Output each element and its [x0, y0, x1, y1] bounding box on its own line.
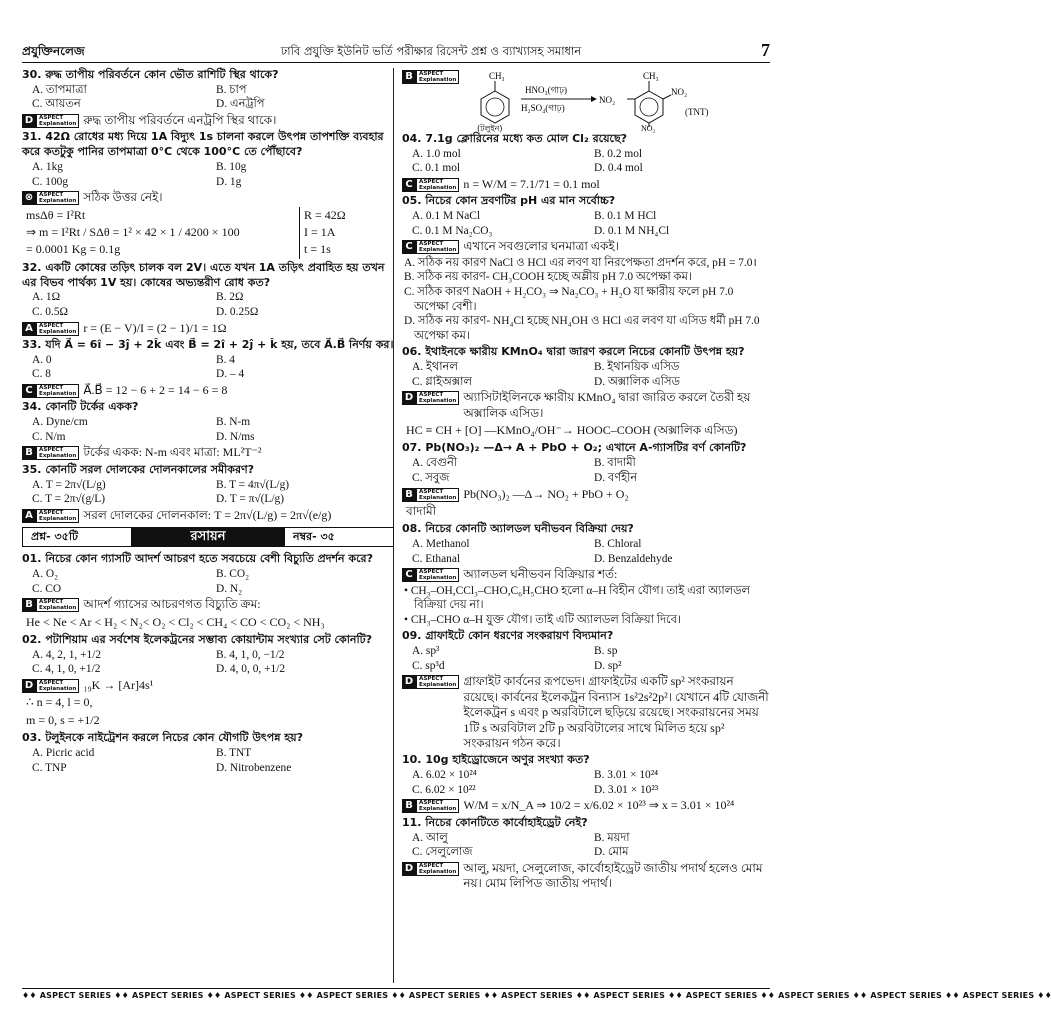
aspect-label-top: ASPECT: [39, 599, 64, 606]
question-block: [22, 552, 394, 631]
right-column: [402, 68, 770, 983]
aspect-label-bottom: Explanation: [39, 121, 77, 128]
question-block: [402, 441, 770, 520]
option: A. T = 2π√(L/g): [32, 478, 106, 491]
explanation-row: [22, 508, 394, 523]
question-block: [22, 130, 394, 258]
answer-letter: D: [402, 391, 416, 405]
aspect-label-top: ASPECT: [39, 192, 64, 199]
aspect-label: [36, 384, 79, 398]
given-line: I = 1A: [304, 225, 336, 240]
option: A. Dyne/cm: [32, 416, 88, 429]
option: A. 0.1 M NaCl: [412, 210, 481, 223]
options-grid: [402, 360, 770, 389]
question-text: 30. রুদ্ধ তাপীয় পরিবর্তনে কোন ভৌত রাশিটি স্থির থাকে?: [22, 68, 279, 81]
toluene-label: (টলুইন): [477, 124, 503, 133]
question-block: [402, 345, 770, 439]
option: D. 1g: [216, 175, 242, 188]
aspect-label: [416, 799, 459, 813]
option: D. মোম: [594, 846, 629, 859]
explanation-tag: [22, 598, 79, 612]
options-grid: [22, 415, 394, 444]
option: B. চাপ: [216, 83, 247, 96]
explanation-text: n = W/M = 7.1/71 = 0.1 mol: [463, 177, 600, 192]
explanation-text: অ্যাসিটাইলিনকে ক্ষারীয় KMnO₄ দ্বারা জারিত করলে তৈরী হয় অক্সালিক এসিড।: [463, 390, 751, 420]
question-block: [402, 753, 770, 813]
explanation-text: অ্যালডল ঘনীভবন বিক্রিয়ার শর্ত:: [463, 567, 618, 582]
options-grid: [402, 147, 770, 176]
aspect-label: [416, 488, 459, 502]
answer-letter: C: [402, 568, 416, 582]
option: C. 0.1 mol: [412, 162, 461, 175]
option: B. 4, 1, 0, −1/2: [216, 648, 285, 661]
option: C. গ্লাইঅক্সাল: [412, 375, 472, 388]
options-grid: [402, 209, 770, 238]
option: B. 4: [216, 353, 235, 366]
option: A. 4, 2, 1, +1/2: [32, 648, 102, 661]
toluene-ring: [481, 91, 509, 123]
aspect-label: [36, 446, 79, 460]
calculation-steps: [402, 422, 770, 439]
question-block: [22, 633, 394, 729]
calculation-steps: [22, 207, 300, 259]
option: D. এনট্রপি: [216, 98, 265, 111]
option: B. বাদামী: [594, 457, 636, 470]
calc-line: = 0.0001 Kg = 0.1g: [26, 242, 121, 257]
option: D. 0.25Ω: [216, 306, 259, 319]
options-grid: [22, 290, 394, 319]
question-text: 32. একটি কোষের তড়িৎ চালক বল 2V। এতে যখন 1A তড়িৎ প্রবাহিত হয় তখন এর বিভব পার্থক্য 1V হয়। কোষের অভ্যন্তরীণ রোধ কত?: [22, 260, 385, 289]
aspect-label-bottom: Explanation: [419, 77, 457, 83]
option: B. 0.1 M HCl: [594, 210, 657, 223]
brand-name: প্রযুক্তিনলেজ: [22, 43, 85, 58]
explanation-tag: [402, 675, 459, 689]
explanation-tag: [402, 70, 459, 84]
calc-line: He < Ne < Ar < H₂ < N₂< O₂ < Cl₂ < CH₄ < CO < CO₂ < NH₃: [26, 614, 325, 629]
option: C. সবুজ: [412, 471, 450, 484]
explanation-text: Pb(NO₃)₂ —Δ→ NO₂ + PbO + O₂: [463, 486, 629, 501]
question-text: 02. পটাশিয়াম এর সর্বশেষ ইলেকট্রনের সম্ভাব্য কোয়ান্টাম সংখ্যার সেট কোনটি?: [22, 632, 372, 646]
page-header: [22, 40, 770, 63]
aspect-label-top: ASPECT: [39, 509, 64, 516]
explanation-text: আলু, ময়দা, সেলুলোজ, কার্বোহাইড্রেট জাতীয় পদার্থ হলেও মোম নয়। মোম লিপিড জাতীয় পদার্থ।: [463, 860, 763, 891]
options-grid: [22, 648, 394, 677]
explanation-tag: [22, 322, 79, 336]
answer-letter: B: [402, 488, 416, 502]
aspect-label: [36, 322, 79, 336]
options-grid: [22, 83, 394, 112]
aspect-label-bottom: Explanation: [419, 575, 457, 582]
option: C. 0.1 M Na₂CO₃: [412, 224, 493, 237]
aspect-label-top: ASPECT: [419, 676, 444, 683]
explanation-tag: [22, 446, 79, 460]
aspect-label-bottom: Explanation: [39, 453, 77, 460]
answer-letter: B: [402, 799, 416, 813]
aspect-label: [416, 391, 459, 405]
aspect-label-top: ASPECT: [419, 392, 444, 399]
explanation-row: [402, 239, 770, 254]
options-grid: [22, 478, 394, 507]
explanation-bullet: • CH₃–OH,CCl₃–CHO,C₆H₅CHO হলো α–H বিহীন যৌগ। তাই এরা অ্যালডল বিক্রিয়া দেয় না।: [404, 584, 750, 612]
explanation-row: [402, 798, 770, 813]
aspect-label-top: ASPECT: [39, 447, 64, 454]
explanation-tag: [402, 240, 459, 254]
tnt-no2-right: NO₂: [671, 87, 688, 97]
question-text: 31. 42Ω রোধের মধ্য দিয়ে 1A বিদ্যুৎ 1s চালনা করলে উৎপন্ন তাপশক্তি ব্যবহার করে কতটুকু পানির তাপমাত্রা 0°C থেকে 100°C তে পৌঁছাবে?: [22, 130, 384, 159]
aspect-label-bottom: Explanation: [39, 515, 77, 522]
option: B. 10g: [216, 161, 247, 174]
question-block: [22, 338, 394, 398]
explanation-text: এখানে সবগুলোর ঘনমাত্রা একই।: [463, 239, 619, 254]
answer-letter: D: [402, 862, 416, 876]
calculation-steps: [402, 503, 770, 520]
aspect-label-top: ASPECT: [419, 71, 444, 77]
explanation-row: [22, 190, 394, 205]
explanation-bullet: D. সঠিক নয় কারণ- NH₄Cl হচ্ছে NH₄OH ও HCl এর লবণ যা এসিড ধর্মী pH 7.0 অপেক্ষা কম।: [404, 315, 760, 342]
explanation-text: সঠিক উত্তর নেই।: [83, 190, 163, 205]
aspect-label: [416, 862, 459, 876]
aspect-label-top: ASPECT: [39, 322, 64, 329]
question-text: 08. নিচের কোনটি অ্যালডল ঘনীভবন বিক্রিয়া দেয়?: [402, 522, 634, 536]
options-grid: [22, 160, 394, 189]
aspect-label: [36, 509, 79, 523]
option: A. 1Ω: [32, 291, 61, 304]
aspect-label: [416, 568, 459, 582]
aspect-label-bottom: Explanation: [419, 868, 457, 875]
option: C. 8: [32, 368, 51, 381]
question-block: [402, 629, 770, 751]
options-grid: [402, 768, 770, 797]
explanation-tag: [22, 191, 79, 205]
explanation-row: [22, 445, 394, 460]
calc-line: ∴ n = 4, l = 0,: [26, 695, 93, 710]
explanation-row: [22, 383, 394, 398]
question-text: 11. নিচের কোনটিতে কার্বোহাইড্রেট নেই?: [402, 815, 588, 829]
explanation-row: [22, 678, 394, 693]
physics-questions: [22, 68, 394, 523]
aspect-label-top: ASPECT: [419, 488, 444, 495]
page-running-title: ঢাবি প্রযুক্তি ইউনিট ভর্তি পরীক্ষার রিসেন্ট প্রশ্ন ও ব্যাখ্যাসহ সমাধান: [280, 44, 582, 59]
explanation-row: [402, 861, 770, 892]
question-block: [402, 194, 770, 343]
options-grid: [402, 831, 770, 860]
tnt-ring: [635, 91, 663, 123]
aspect-label-bottom: Explanation: [419, 185, 457, 192]
explanation-row: [22, 113, 394, 128]
answer-letter: ⊗: [22, 191, 36, 205]
question-text: 04. 7.1g ক্লোরিনের মধ্যে কত মোল Cl₂ রয়েছে?: [402, 132, 628, 145]
tnt-ch3: CH₃: [643, 71, 659, 81]
option: D. 0.4 mol: [594, 162, 643, 175]
aspect-label-top: ASPECT: [39, 115, 64, 122]
option: C. 6.02 × 10²²: [412, 783, 476, 796]
question-text: 35. কোনটি সরল দোলকের দোলনকালের সমীকরণ?: [22, 462, 255, 476]
explanation-row: [402, 674, 770, 751]
explanation-text: সরল দোলকের দোলনকাল: T = 2π√(L/g) = 2π√(e/g): [83, 507, 332, 522]
aspect-label-bottom: Explanation: [419, 806, 457, 813]
option: D. Nitrobenzene: [216, 761, 292, 774]
toluene-aromatic-circle: [486, 98, 504, 116]
explanation-tag: [402, 799, 459, 813]
aspect-label: [36, 191, 79, 205]
option: A. 1.0 mol: [412, 147, 461, 160]
question-count: প্রশ্ন- ৩৫টি: [22, 527, 132, 547]
option: D. – 4: [216, 368, 245, 381]
explanation-tag: [22, 509, 79, 523]
option: D. 3.01 × 10²³: [594, 783, 659, 796]
calculation-steps: [22, 694, 394, 729]
option: D. sp²: [594, 659, 622, 672]
reagent-top: HNO₃(গাঢ়): [525, 85, 568, 95]
explanation-row: [402, 567, 770, 582]
explanation-text: গ্রাফাইট কার্বনের রূপভেদ। গ্রাফাইটের একটি sp² সংকরায়ন রয়েছে। কার্বনের ইলেকট্রন বিন্যাস 1s²2s²2p²। যেখানে 4টি যোজনী ইলেকট্রন s এবং p অরবিটালে ছড়িয়ে রয়েছে। সংকরায়নের সময় 1টি s অরবিটাল 2টি p অরবিটালের সাথে মিলিত হয়ে sp² সংকরায়ন গঠন করে।: [463, 674, 769, 750]
given-values: [300, 207, 394, 259]
reagent-bottom: H₂SO₄(গাঢ়): [521, 103, 565, 113]
option: A. বেগুনী: [412, 457, 458, 470]
question-block: [22, 261, 394, 336]
explanation-tag: [402, 488, 459, 502]
explanation-text: আদর্শ গ্যাসের আচরণগত বিচ্যুতি ক্রম:: [83, 597, 261, 612]
explanation-bullet: B. সঠিক নয় কারণ- CH₃COOH হচ্ছে অম্লীয় pH 7.0 অপেক্ষা কম।: [404, 271, 692, 284]
option: B. T = 4π√(L/g): [216, 478, 290, 491]
subject-bar: [22, 527, 394, 547]
option: B. Chloral: [594, 538, 642, 551]
question-text: 09. গ্রাফাইটে কোন ধরণের সংকরায়ণ বিদ্যমান?: [402, 629, 614, 643]
tnt-label: (TNT): [685, 107, 709, 117]
tnt-no2-bottom: NO₂: [641, 124, 656, 133]
explanation-row: [402, 177, 770, 192]
option: A. 0: [32, 353, 52, 366]
calc-line: HC ≡ CH + [O] —KMnO₄/OH⁻→ HOOC–COOH (অক্সালিক এসিড): [406, 423, 738, 438]
option: B. 3.01 × 10²⁴: [594, 769, 659, 782]
aspect-label-bottom: Explanation: [39, 198, 77, 205]
options-grid: [402, 456, 770, 485]
answer-letter: B: [22, 446, 36, 460]
answer-letter: D: [22, 679, 36, 693]
aspect-label-bottom: Explanation: [39, 686, 77, 693]
explanation-text: A⃗.B⃗ = 12 − 6 + 2 = 14 − 6 = 8: [83, 383, 228, 398]
calc-line: ⇒ m = I²Rt / SΔθ = 1² × 42 × 1 / 4200 × 100: [26, 225, 240, 240]
answer-letter: D: [22, 114, 36, 128]
answer-letter: D: [402, 675, 416, 689]
question-text: 33. যদি A⃗ = 6î − 3ĵ + 2k̂ এবং B⃗ = 2î + 2ĵ + k̂ হয়, তবে A⃗.B⃗ নির্ণয় কর।: [22, 338, 394, 352]
option: B. CO₂: [216, 568, 250, 581]
options-grid: [402, 537, 770, 566]
aspect-label-top: ASPECT: [419, 179, 444, 186]
aspect-label-bottom: Explanation: [419, 494, 457, 501]
aspect-label-bottom: Explanation: [419, 247, 457, 254]
option: D. N₂: [216, 582, 243, 595]
aspect-label-bottom: Explanation: [419, 398, 457, 405]
answer-letter: A: [22, 509, 36, 523]
tnt-aromatic-circle: [640, 98, 658, 116]
explanation-bullet: C. সঠিক কারণ NaOH + H₂CO₃ ⇒ Na₂CO₃ + H₂O যা ক্ষারীয় ফলে pH 7.0 অপেক্ষা বেশী।: [404, 285, 734, 313]
option: B. N-m: [216, 416, 251, 429]
explanation-text: রুদ্ধ তাপীয় পরিবর্তনে এনট্রপি স্থির থাকে।: [83, 113, 277, 128]
option: C. T = 2π√(g/L): [32, 493, 106, 506]
explanation-text: ₁₉K → [Ar]4s¹: [83, 678, 154, 693]
explanation-tag: [402, 391, 459, 405]
aspect-label: [416, 675, 459, 689]
option: C. 100g: [32, 175, 69, 188]
aspect-label-bottom: Explanation: [39, 328, 77, 335]
tnt-no2-left: NO₂: [599, 95, 616, 105]
toluene-ch3: CH₃: [489, 71, 505, 81]
option: A. Methanol: [412, 538, 470, 551]
aspect-label-bottom: Explanation: [39, 391, 77, 398]
marks-count: নম্বর- ৩৫: [284, 527, 394, 547]
explanation-text: টর্কের একক: N-m এবং মাত্রা: ML²T⁻²: [83, 445, 262, 460]
option: A. 6.02 × 10²⁴: [412, 769, 477, 782]
option: B. 0.2 mol: [594, 147, 643, 160]
option: A. ইথানল: [412, 361, 458, 374]
subject-title: রসায়ন: [132, 527, 284, 547]
aspect-label-top: ASPECT: [419, 862, 444, 869]
calc-line: msΔθ = I²Rt: [26, 207, 86, 222]
explanation-text: W/M = x/N_A ⇒ 10/2 = x/6.02 × 10²³ ⇒ x = 3.01 × 10²⁴: [463, 798, 735, 813]
page-number: 7: [761, 39, 770, 60]
option: B. sp: [594, 645, 618, 658]
option: A. 1kg: [32, 161, 64, 174]
reaction-arrowhead: [591, 96, 597, 102]
option: B. ময়দা: [594, 831, 630, 844]
options-grid: [22, 746, 394, 775]
answer-letter: C: [22, 384, 36, 398]
explanation-row: [22, 321, 394, 336]
option: A. O₂: [32, 568, 59, 581]
option: C. আয়তন: [32, 98, 81, 111]
explanation-tag: [22, 384, 79, 398]
given-line: R = 42Ω: [304, 207, 346, 222]
answer-letter: A: [22, 322, 36, 336]
question-text: 01. নিচের কোন গ্যাসটি আদর্শ আচরণ হতে সবচেয়ে বেশী বিচ্যুতি প্রদর্শন করে?: [22, 552, 373, 566]
explanation-bullet: • CH₃–CHO α–H যুক্ত যৌগ। তাই এটি অ্যালডল বিক্রিয়া দিবে।: [404, 613, 682, 626]
question-block: [402, 132, 770, 192]
question-block: [402, 522, 770, 627]
option: A. তাপমাত্রা: [32, 83, 87, 96]
calculation-steps: [22, 614, 394, 631]
explanation-tag: [402, 568, 459, 582]
options-grid: [402, 644, 770, 673]
option: D. 0.1 M NH₄Cl: [594, 224, 670, 237]
answer-letter: C: [402, 240, 416, 254]
option: C. Ethanal: [412, 552, 461, 565]
options-grid: [22, 353, 394, 382]
aspect-label-top: ASPECT: [419, 241, 444, 248]
calc-line: বাদামী: [406, 503, 437, 518]
question-block: [402, 816, 770, 892]
option: B. ইথানয়িক এসিড: [594, 361, 680, 374]
aspect-label-bottom: Explanation: [39, 605, 77, 612]
option: C. সেলুলোজ: [412, 846, 473, 859]
aspect-label-bottom: Explanation: [419, 682, 457, 689]
option: C. TNP: [32, 761, 67, 774]
calculation-block: [22, 207, 394, 259]
aspect-label: [36, 679, 79, 693]
option: D. অক্সালিক এসিড: [594, 375, 680, 388]
option: B. 2Ω: [216, 291, 244, 304]
option: C. sp³d: [412, 659, 445, 672]
explanation-tag: [402, 178, 459, 192]
footer-series-band: ♦♦ ASPECT SERIES ♦♦ ASPECT SERIES ♦♦ ASPECT SERIES ♦♦ ASPECT SERIES ♦♦ ASPECT SERIES ♦♦ ASPECT SERIES ♦♦ ASPECT SERIES ♦♦ ASPECT SERIES ♦♦ ASPECT SERIES ♦♦ ASPECT SERIES ♦♦ ASPECT SERIES ♦♦: [22, 988, 770, 1003]
given-line: t = 1s: [304, 242, 331, 257]
option: A. আলু: [412, 831, 448, 844]
aspect-label: [416, 70, 459, 84]
calc-line: m = 0, s = +1/2: [26, 712, 100, 727]
option: A. Picric acid: [32, 747, 95, 759]
explanation-bullet: A. সঠিক নয় কারণ NaCl ও HCl এর লবণ যা নিরপেক্ষতা প্রদর্শন করে, pH = 7.0।: [404, 256, 757, 269]
option: D. বর্ণহীন: [594, 471, 638, 484]
question-text: 03. টলুইনকে নাইট্রেশন করলে নিচের কোন যৌগটি উৎপন্ন হয়?: [22, 731, 304, 745]
option: D. N/ms: [216, 430, 255, 443]
explanation-row: [402, 487, 770, 502]
question-text: 06. ইথাইনকে ক্ষারীয় KMnO₄ দ্বারা জারণ করলে নিচের কোনটি উৎপন্ন হয়?: [402, 345, 745, 359]
question-text: 34. কোনটি টর্কের একক?: [22, 400, 139, 414]
chemistry-questions: [22, 552, 394, 775]
aspect-label: [36, 114, 79, 128]
option: C. 0.5Ω: [32, 306, 68, 319]
left-column: [22, 68, 394, 983]
aspect-label: [416, 178, 459, 192]
question-block: [22, 400, 394, 460]
answer-letter: B: [402, 70, 416, 84]
toluene-nitration-diagram: [463, 69, 793, 131]
explanation-tag: [22, 114, 79, 128]
explanation-tag: [402, 862, 459, 876]
explanation-text: r = (E − V)/I = (2 − 1)/1 = 1Ω: [83, 320, 227, 335]
aspect-label-top: ASPECT: [39, 385, 64, 392]
explanation-tag: [22, 679, 79, 693]
option: D. T = π√(L/g): [216, 493, 284, 506]
aspect-label: [36, 598, 79, 612]
option: A. sp³: [412, 645, 440, 658]
explanation-row: [22, 597, 394, 612]
options-grid: [22, 567, 394, 596]
aspect-label: [416, 240, 459, 254]
explanation-row: [402, 390, 770, 421]
option: C. 4, 1, 0, +1/2: [32, 663, 101, 676]
question-text: 07. Pb(NO₃)₂ —Δ→ A + PbO + O₂; এখানে A-গ্যাসটির বর্ণ কোনটি?: [402, 441, 747, 455]
question-block: [22, 463, 394, 523]
question-text: 10. 10g হাইড্রোজেনে অণুর সংখ্যা কত?: [402, 753, 590, 767]
tnt-bond-right: [663, 95, 671, 99]
aspect-label-top: ASPECT: [39, 680, 64, 687]
option: D. 4, 0, 0, +1/2: [216, 663, 286, 676]
aspect-label-top: ASPECT: [419, 569, 444, 576]
question-text: 05. নিচের কোন দ্রবণটির pH এর মান সর্বোচ্চ?: [402, 194, 616, 208]
right-chemistry-questions: [402, 132, 770, 891]
option: C. N/m: [32, 430, 66, 443]
answer-letter: B: [22, 598, 36, 612]
question-block: [22, 68, 394, 128]
option: D. Benzaldehyde: [594, 552, 673, 565]
answer-letter: C: [402, 178, 416, 192]
option: C. CO: [32, 582, 62, 595]
option: B. TNT: [216, 747, 252, 759]
aspect-label-top: ASPECT: [419, 800, 444, 807]
question-block: [22, 731, 394, 775]
tnt-reaction-explanation: [402, 69, 770, 131]
